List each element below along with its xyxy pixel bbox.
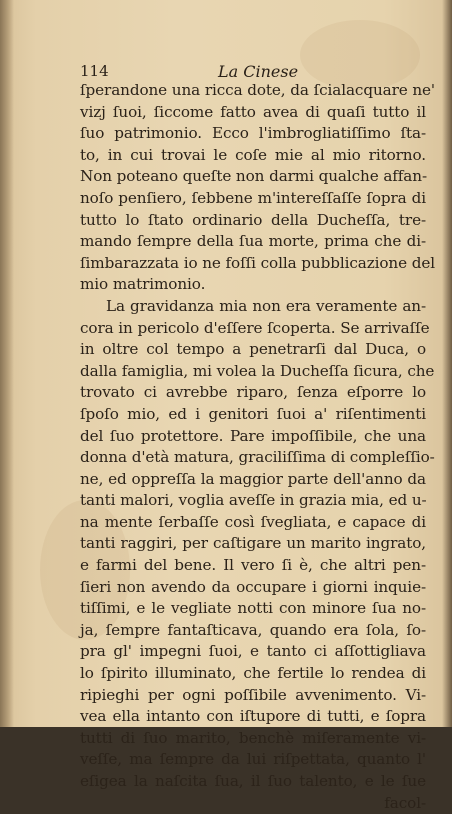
text-line: ripieghi per ogni poſſibile avvenimento. Vi- — [80, 685, 426, 704]
text-line: ja, ſempre fantaſticava, quando era ſola, ſo- — [80, 620, 426, 639]
body-text — [80, 80, 435, 814]
catchword: facol- — [384, 793, 426, 812]
text-line: in oltre col tempo a penetrarſi dal Duca, o — [80, 340, 426, 359]
text-line: trovato ci avrebbe riparo, ſenza eſporre lo — [80, 383, 426, 402]
text-line: tutti di ſuo marito, benchè miſeramente vi- — [80, 728, 426, 747]
text-line: ſieri non avendo da occupare i giorni inquie- — [80, 577, 426, 596]
text-line: mio matrimonio. — [80, 275, 206, 294]
text-line: tutto lo ſtato ordinario della Ducheſſa, tre- — [80, 210, 426, 229]
text-line: eſigea la naſcita ſua, il ſuo talento, e le ſue — [80, 772, 426, 790]
text-line: pra gl' impegni ſuoi, e tanto ci aſſottigliava — [80, 642, 426, 661]
text-line: tanti malori, voglia aveſſe in grazia mia, ed u- — [80, 491, 427, 510]
running-title: La Cinese — [218, 62, 299, 81]
page-number: 114 — [80, 62, 109, 80]
text-line: ſuo patrimonio. Ecco l'imbrogliatiſſimo ſta- — [80, 124, 426, 143]
text-line: ſpoſo mio, ed i genitori ſuoi a' riſentimenti — [80, 404, 426, 423]
text-line: noſo penſiero, ſebbene m'intereſſaſſe ſopra di — [80, 188, 426, 207]
text-line: La gravidanza mia non era veramente an- — [106, 296, 426, 315]
text-line: veſſe, ma ſempre da lui riſpettata, quanto l' — [80, 750, 426, 769]
text-line: e farmi del bene. Il vero ſi è, che altri pen- — [80, 556, 426, 575]
text-line: dalla famiglia, mi volea la Ducheſſa ſicura, che — [80, 361, 435, 380]
text-line: na mente ſerbaſſe così ſvegliata, e capace di — [80, 512, 426, 531]
text-line: to, in cui trovai le coſe mie al mio ritorno. — [80, 145, 426, 164]
text-line: Non poteano queſte non darmi qualche affan- — [80, 167, 427, 186]
text-line: vea ella intanto con iſtupore di tutti, e ſopra — [80, 707, 426, 726]
text-line: tiſſimi, e le vegliate notti con minore ſua no- — [80, 599, 426, 618]
text-line: lo ſpirito illuminato, che fertile lo rendea di — [80, 664, 426, 683]
text-line: cora in pericolo d'eſſere ſcoperta. Se arrivaſſe — [80, 318, 430, 337]
text-line: del ſuo protettore. Pare impoſſibile, che una — [80, 426, 426, 445]
text-line: mando ſempre della ſua morte, prima che di- — [80, 232, 426, 251]
text-line: ne, ed oppreſſa la maggior parte dell'anno da — [80, 469, 426, 488]
text-line: vizj ſuoi, ſiccome fatto avea di quaſi tutto il — [80, 102, 426, 121]
text-line: tanti raggiri, per caſtigare un marito ingrato, — [80, 534, 426, 553]
text-line: ſperandone una ricca dote, da ſcialacquare ne' — [80, 81, 435, 99]
text-line: donna d'età matura, graciliſſima di compleſſio- — [80, 448, 435, 467]
text-line: ſimbarazzata io ne foſſi colla pubblicazione del — [80, 253, 435, 272]
